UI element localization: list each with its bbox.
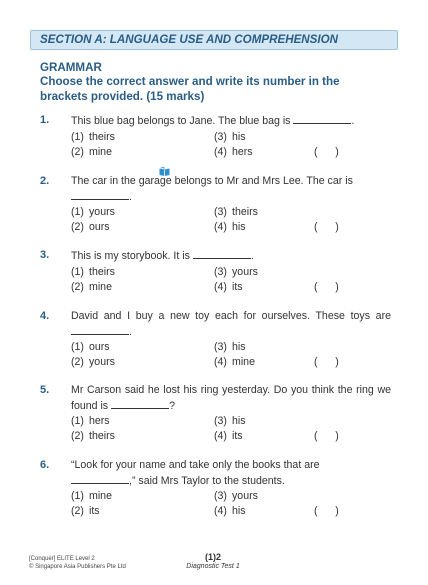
question-text-before: David and I buy a new toy each for ourselves. These toys are	[71, 310, 391, 322]
option: (3) his	[214, 131, 246, 143]
question-number: 5.	[40, 384, 50, 396]
question-text-after: ?	[169, 400, 175, 412]
question-text-after: .	[250, 250, 254, 262]
footer-page	[163, 552, 263, 571]
answer-blank	[71, 324, 129, 335]
question-text-after: .	[129, 326, 132, 338]
answer-brackets: ( )	[314, 221, 339, 233]
option: (4) mine	[214, 356, 255, 368]
answer-blank	[111, 398, 169, 409]
question-text-before: Mr Carson said he lost his ring yesterday. Do you think the ring we found is	[71, 384, 391, 412]
question-number: 6.	[40, 459, 50, 471]
question-text	[71, 458, 391, 489]
page-number: (1)2	[204, 552, 221, 562]
option: (1) ours	[71, 341, 110, 353]
question-text-after: .	[129, 191, 132, 203]
option: (1) theirs	[71, 131, 115, 143]
question-text-before: “Look for your name and take only the books that are	[71, 459, 320, 471]
question-text	[71, 248, 391, 264]
option: (2) theirs	[71, 430, 115, 442]
question-number: 2.	[40, 175, 50, 187]
answer-blank	[71, 473, 129, 484]
heading-grammar: GRAMMAR	[40, 61, 102, 74]
answer-brackets: ( )	[314, 356, 339, 368]
option: (1) hers	[71, 415, 110, 427]
answer-blank	[193, 248, 251, 259]
option: (1) theirs	[71, 266, 115, 278]
option: (2) mine	[71, 281, 112, 293]
answer-brackets: ( )	[314, 505, 339, 517]
answer-brackets: ( )	[314, 430, 339, 442]
question-text	[71, 174, 391, 205]
question-number: 3.	[40, 249, 50, 261]
question-number: 1.	[40, 114, 50, 126]
question-text	[71, 383, 391, 414]
answer-blank	[293, 113, 351, 124]
question-text	[71, 113, 391, 129]
question-number: 4.	[40, 310, 50, 322]
section-title: SECTION A: LANGUAGE USE AND COMPREHENSION	[40, 33, 339, 46]
option: (2) ours	[71, 221, 110, 233]
option: (3) theirs	[214, 206, 258, 218]
option: (1) mine	[71, 490, 112, 502]
option: (1) yours	[71, 206, 115, 218]
footer-book-title: [Conquer] ELITE Level 2	[29, 556, 95, 562]
question-text-before: The car in the garage belongs to Mr and Mrs Lee. The car is	[71, 175, 353, 187]
footer-copyright: © Singapore Asia Publishers Pte Ltd	[29, 564, 126, 570]
question-text-before: This is my storybook. It is	[71, 250, 190, 262]
option: (3) yours	[214, 266, 258, 278]
question-text-after: ,” said Mrs Taylor to the students.	[129, 475, 285, 487]
option: (3) yours	[214, 490, 258, 502]
question-text	[71, 309, 391, 340]
option: (3) his	[214, 341, 246, 353]
option: (3) his	[214, 415, 246, 427]
option: (2) its	[71, 505, 100, 517]
footer-publisher	[29, 555, 126, 571]
option: (4) his	[214, 505, 246, 517]
option: (4) its	[214, 430, 243, 442]
option: (4) its	[214, 281, 243, 293]
answer-blank	[71, 189, 129, 200]
answer-brackets: ( )	[314, 281, 339, 293]
answer-brackets: ( )	[314, 146, 339, 158]
question-text-before: This blue bag belongs to Jane. The blue bag is	[71, 115, 291, 127]
option: (2) mine	[71, 146, 112, 158]
test-subtitle: Diagnostic Test 1	[186, 563, 240, 570]
option: (2) yours	[71, 356, 115, 368]
option: (4) hers	[214, 146, 253, 158]
instruction-text: Choose the correct answer and write its number in the brackets provided. (15 marks)	[40, 75, 340, 103]
option: (4) his	[214, 221, 246, 233]
section-banner	[30, 30, 398, 50]
question-text-after: .	[351, 115, 355, 127]
